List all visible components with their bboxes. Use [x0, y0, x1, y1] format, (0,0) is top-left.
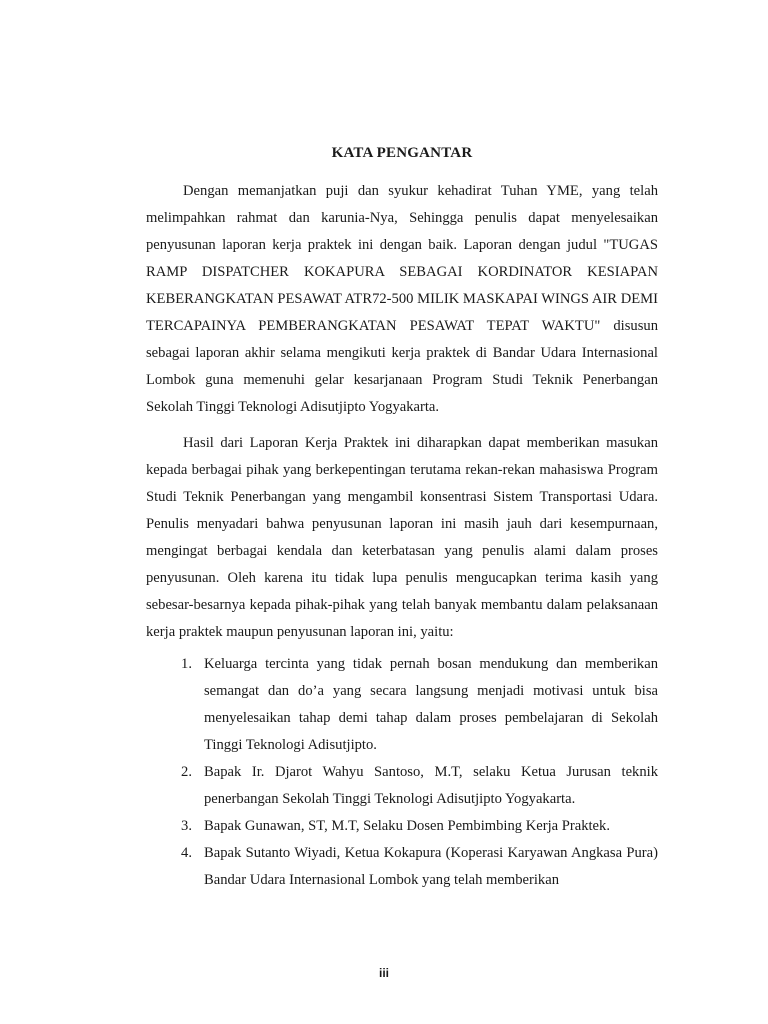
paragraph-results: Hasil dari Laporan Kerja Praktek ini diharapkan dapat memberikan masukan kepada berbagai pihak yang berkepentingan terutama rekan-rekan mahasiswa Program Studi Teknik Penerbangan yang mengambil konsentrasi Sistem Transportasi Udara. Penulis menyadari bahwa penyusunan laporan ini masih jauh dari kesempurnaan, mengingat berbagai kendala dan keterbatasan yang penulis alami dalam proses penyusunan. Oleh karena itu tidak lupa penulis mengucapkan terima kasih yang sebesar-besarnya kepada pihak-pihak yang telah banyak membantu dalam pelaksanaan kerja praktek maupun penyusunan laporan ini, yaitu:: [146, 435, 658, 640]
list-item-text: Keluarga tercinta yang tidak pernah bosan mendukung dan memberikan semangat dan do’a yang secara langsung menjadi motivasi untuk bisa menyelesaikan tahap demi tahap dalam proses pembelajaran di Sekolah Tinggi Teknologi Adisutjipto.: [204, 656, 658, 753]
page-title: KATA PENGANTAR: [331, 145, 473, 161]
list-item-number: 1.: [181, 656, 192, 672]
list-item: [146, 813, 658, 840]
list-item: [146, 840, 658, 894]
list-item-number: 3.: [181, 818, 192, 834]
list-item: [146, 651, 658, 759]
list-item-number: 2.: [181, 764, 192, 780]
list-item-text: Bapak Ir. Djarot Wahyu Santoso, M.T, selaku Ketua Jurusan teknik penerbangan Sekolah Tinggi Teknologi Adisutjipto Yogyakarta.: [204, 764, 658, 807]
page-content: [146, 143, 658, 894]
list-item-text: Bapak Gunawan, ST, M.T, Selaku Dosen Pembimbing Kerja Praktek.: [204, 818, 610, 834]
list-item-number: 4.: [181, 845, 192, 861]
paragraph-intro: Dengan memanjatkan puji dan syukur kehadirat Tuhan YME, yang telah melimpahkan rahmat dan karunia-Nya, Sehingga penulis dapat menyelesaikan penyusunan laporan kerja praktek ini dengan baik. Laporan dengan judul "TUGAS RAMP DISPATCHER KOKAPURA SEBAGAI KORDINATOR KESIAPAN KEBERANGKATAN PESAWAT ATR72-500 MILIK MASKAPAI WINGS AIR DEMI TERCAPAINYA PEMBERANGKATAN PESAWAT TEPAT WAKTU" disusun sebagai laporan akhir selama mengikuti kerja praktek di Bandar Udara Internasional Lombok guna memenuhi gelar kesarjanaan Program Studi Teknik Penerbangan Sekolah Tinggi Teknologi Adisutjipto Yogyakarta.: [146, 183, 658, 415]
page-number: iii: [378, 966, 389, 980]
list-item-text: Bapak Sutanto Wiyadi, Ketua Kokapura (Koperasi Karyawan Angkasa Pura) Bandar Udara Internasional Lombok yang telah memberikan: [204, 845, 658, 888]
list-item: [146, 759, 658, 813]
acknowledgement-list: [146, 651, 658, 894]
